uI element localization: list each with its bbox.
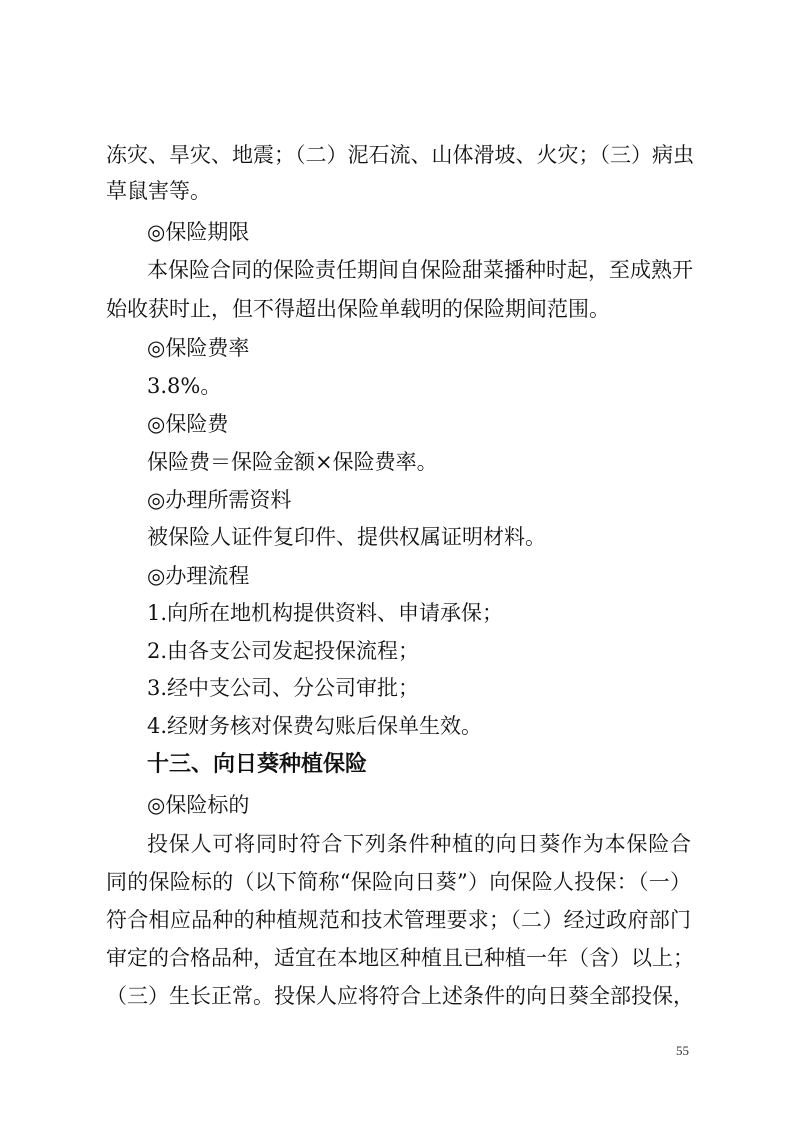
subheading-docs: ◎办理所需资料 [147,488,292,512]
text-line: 始收获时止，但不得超出保险单载明的保险期间范围。 [106,297,610,321]
section-title: 十三、向日葵种植保险 [147,752,368,777]
text-line: 审定的合格品种，适宜在本地区种植且已种植一年（含）以上； [106,946,694,970]
text-line: 草鼠害等。 [106,179,211,203]
process-step: 1.向所在地机构提供资料、申请承保； [147,601,504,625]
text-line: （三）生长正常。投保人应将符合上述条件的向日葵全部投保， [106,984,694,1008]
process-step: 3.经中支公司、分公司审批； [147,676,420,700]
rate-value: 3.8%。 [147,374,222,398]
text-line: 同的保险标的（以下简称“保险向日葵”）向保险人投保：（一） [106,870,691,894]
subheading-period: ◎保险期限 [147,220,250,244]
subheading-rate: ◎保险费率 [147,336,250,360]
text-line: 本保险合同的保险责任期间自保险甜菜播种时起，至成熟开 [147,258,693,282]
premium-formula: 保险费＝保险金额×保险费率。 [147,450,438,474]
subheading-premium: ◎保险费 [147,412,229,436]
process-step: 2.由各支公司发起投保流程； [147,639,420,663]
page-number: 55 [676,1043,689,1058]
text-line: 冻灾、旱灾、地震；（二）泥石流、山体滑坡、火灾；（三）病虫 [106,143,694,167]
docs-text: 被保险人证件复印件、提供权属证明材料。 [147,525,546,549]
subheading-process: ◎办理流程 [147,564,250,588]
subheading-subject: ◎保险标的 [147,793,250,817]
text-line: 符合相应品种的种植规范和技术管理要求；（二）经过政府部门 [106,908,691,932]
text-line: 投保人可将同时符合下列条件种植的向日葵作为本保险合 [147,832,691,856]
process-step: 4.经财务核对保费勾账后保单生效。 [147,714,483,738]
